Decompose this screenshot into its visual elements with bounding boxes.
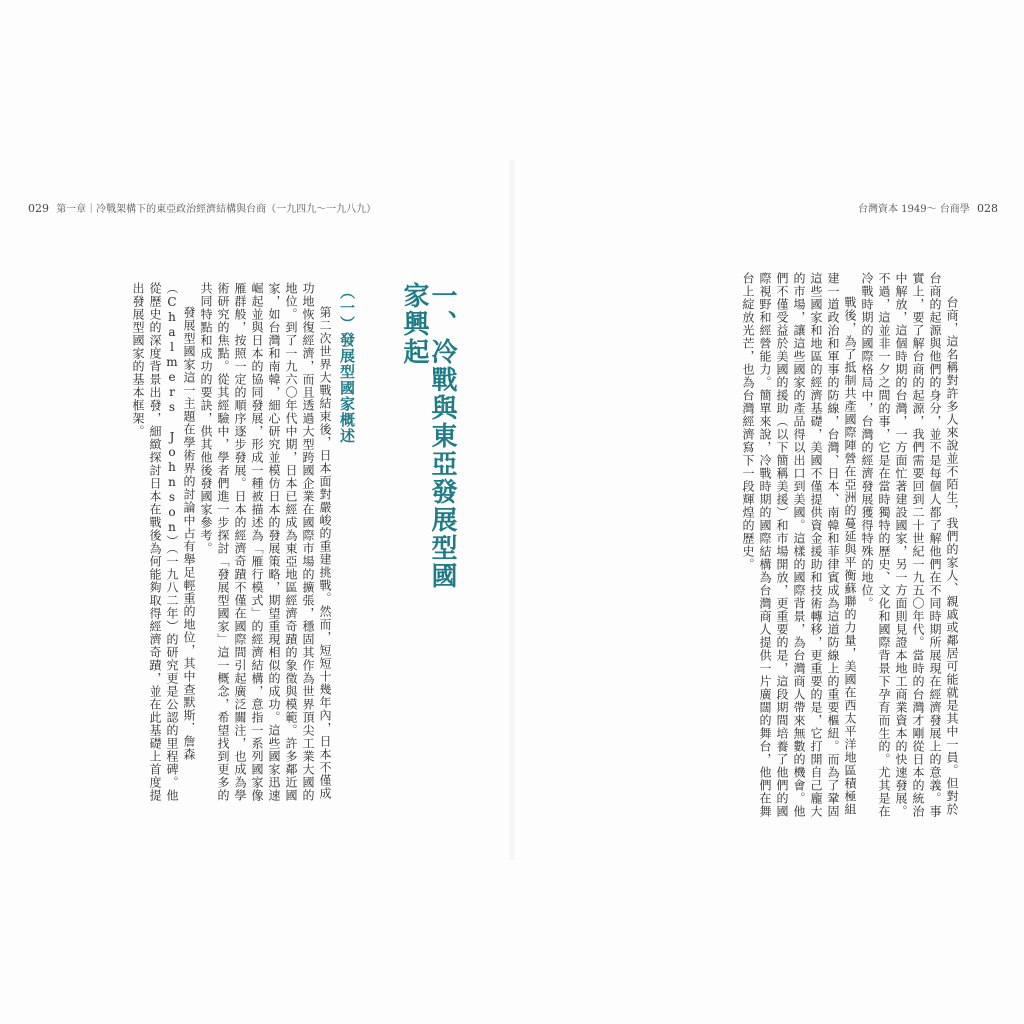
right-paragraph-2: 戰後，為了抵制共產國際陣營在亞洲的蔓延與平衡蘇聯的力量，美國在西太平洋地區積極組建一道政治和軍事的防線，台灣、日本、南韓和菲律賓成為這道防線上的重要樞紐。而為了鞏固這些國家和地區的經濟基礎，美國不僅提供資金援助和技術轉移，更重要的是，它打開自己龐大的市場，讓這些國家的產品得以出口到美國。這樣的國際背景，為台灣商人帶來無數的機會。他們不僅受益於美國的援助（以下簡稱美援）和市場開放，更重要的是，這段期間培養了他們的國際視野和經營能力。簡單來說，冷戰時期的國際結構為台灣商人提供一片廣闊的舞台，他們在舞台上綻放光芒，也為台灣經濟寫下一段輝煌的歷史。 [741, 272, 857, 818]
left-page-number: 029 [28, 202, 49, 215]
right-page-number: 028 [977, 202, 998, 215]
left-page-header [24, 200, 376, 215]
section-title: （一）發展型國家概述 [338, 284, 356, 444]
right-paragraph-1: 台商，這名稱對許多人來說並不陌生，我們的家人、親戚或鄰居可能就是其中一員。但對於台商的起源與他們的身分，並不是每個人都了解他們在不同時期所展現在經濟發展上的意義。事實上，要了解台商的起源，我們需要回到二十世紀一九五〇年代。當時的台灣才剛從日本的統治中解放，這個時期的台灣，一方面忙著建設國家，另一方面則見證本地工商業資本的快速發展。不過，這並非一夕之間的事，它是在當時獨特的歷史、文化和國際背景下孕育而生的。尤其是在冷戰時期的國際格局中，台灣的經濟發展獲得特殊的地位。 [860, 272, 959, 818]
left-paragraph-2: 發展型國家這一主題在學術界的討論中占有舉足輕重的地位，其中查默斯．詹森（Chalmers Johnson）（一九八二年）的研究更是公認的里程碑。他從歷史的深度背景出發，細緻探討日本在戰後為何能夠取得經濟奇蹟，並在此基礎上首度提出發展型國家的基本框架。 [131, 282, 196, 802]
chapter-title: 一、冷戰與東亞發展型國家興起 [399, 282, 457, 590]
right-running-title: 台灣資本 1949～ 台商學 [858, 204, 970, 215]
left-page-body [131, 282, 333, 802]
book-gutter [508, 160, 516, 860]
right-page-body [660, 272, 960, 822]
left-paragraph-1: 第二次世界大戰結束後，日本面對嚴峻的重建挑戰。然而，短短十幾年內，日本不僅成功地恢復經濟，而且透過大型跨國企業在國際市場的擴張，穩固其作為世界頂尖工業大國的地位。到了一九六〇年代中期，日本已經成為東亞地區經濟奇蹟的象徵與模範。許多鄰近國家，如台灣和南韓，細心研究並模仿日本的發展策略，期望重現相似的成功。這些國家迅速崛起並與日本的協同發展，形成一種被描述為「雁行模式」的經濟結構，意指一系列國家像雁群般，按照一定的順序逐步發展。日本的經濟奇蹟不僅在國際間引起廣泛關注，也成為學術研究的焦點。從其經驗中，學者們進一步探討「發展型國家」這一概念，希望找到更多的共同特點和成功的要訣，供其他後發國家參考。 [199, 282, 332, 802]
right-page-header [858, 200, 1002, 215]
left-running-title: 第一章｜冷戰架構下的東亞政治經濟結構與台商（一九四九～一九八九） [56, 204, 377, 215]
